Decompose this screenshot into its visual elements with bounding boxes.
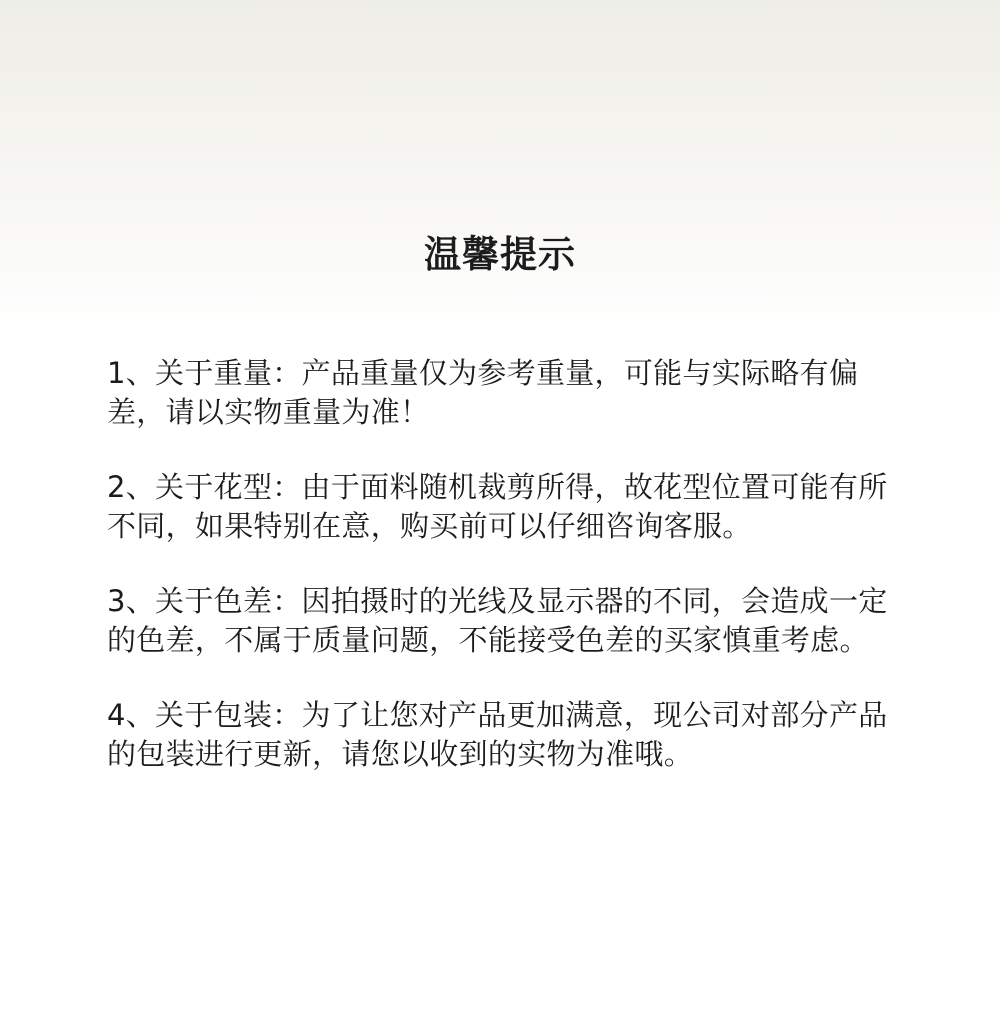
notice-item-weight: 1、关于重量：产品重量仅为参考重量，可能与实际略有偏差，请以实物重量为准！ — [107, 356, 859, 429]
notice-item-pattern: 2、关于花型：由于面料随机裁剪所得，故花型位置可能有所不同，如果特别在意，购买前可以仔细咨询客服。 — [107, 470, 888, 543]
notice-item-color-difference: 3、关于色差：因拍摄时的光线及显示器的不同，会造成一定的色差，不属于质量问题，不能接受色差的买家慎重考虑。 — [107, 584, 888, 657]
notice-title: 温馨提示 — [424, 233, 576, 276]
notice-item-packaging: 4、关于包装：为了让您对产品更加满意，现公司对部分产品的包装进行更新，请您以收到的实物为准哦。 — [107, 698, 888, 771]
notice-list — [107, 354, 907, 810]
